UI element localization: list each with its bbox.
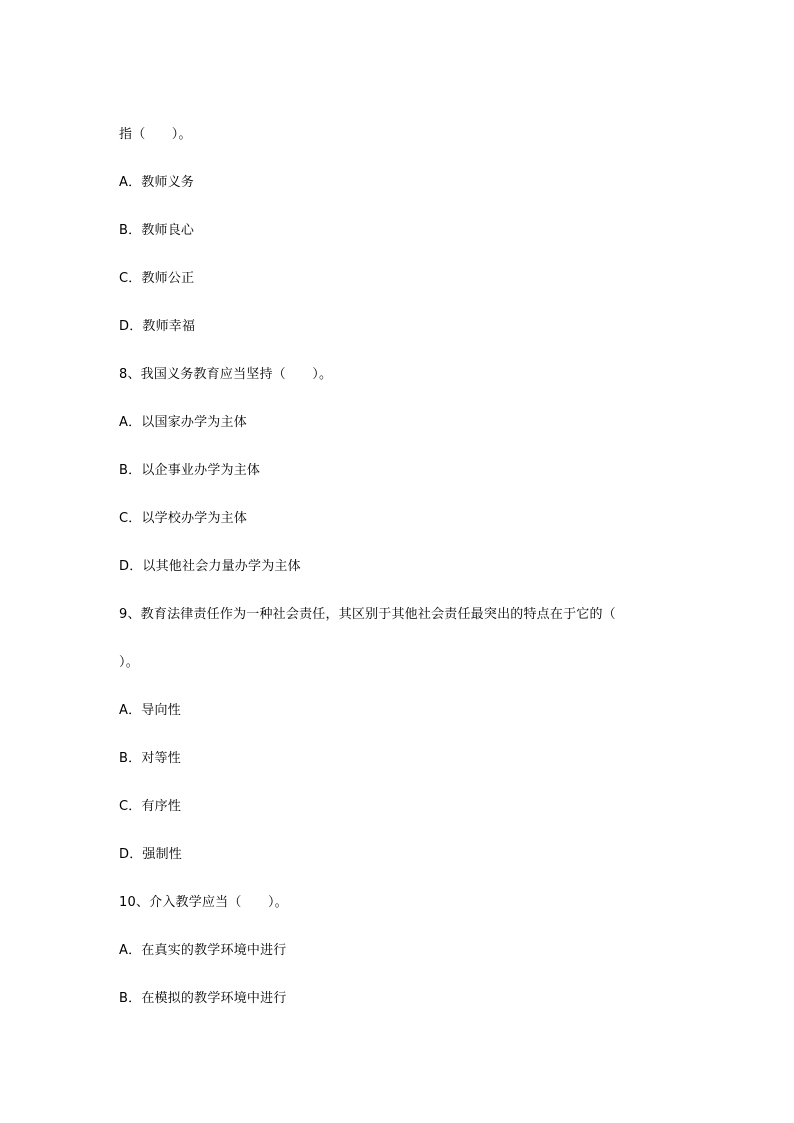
- question-8: 8、我国义务教育应当坚持（ ）。: [119, 367, 333, 382]
- option-b: B．以企事业办学为主体: [119, 463, 261, 478]
- question-9-continuation: ）。: [119, 655, 139, 670]
- option-b: B．在模拟的教学环境中进行: [119, 991, 287, 1006]
- option-c: C．以学校办学为主体: [119, 511, 248, 526]
- option-d: D．教师幸福: [119, 319, 196, 334]
- option-a: A．教师义务: [119, 175, 195, 190]
- question-7-continuation: 指（ ）。: [119, 127, 192, 142]
- option-b: B．教师良心: [119, 223, 195, 238]
- option-c: C．教师公正: [119, 271, 195, 286]
- option-d: D．以其他社会力量办学为主体: [119, 559, 301, 574]
- option-b: B．对等性: [119, 751, 181, 766]
- option-a: A．以国家办学为主体: [119, 415, 247, 430]
- option-a: A．在真实的教学环境中进行: [119, 943, 287, 958]
- option-c: C．有序性: [119, 799, 182, 814]
- question-9: 9、教育法律责任作为一种社会责任，其区别于其他社会责任最突出的特点在于它的（: [119, 607, 616, 622]
- option-a: A．导向性: [119, 703, 181, 718]
- question-10: 10、介入教学应当（ ）。: [119, 895, 288, 910]
- option-d: D．强制性: [119, 847, 183, 862]
